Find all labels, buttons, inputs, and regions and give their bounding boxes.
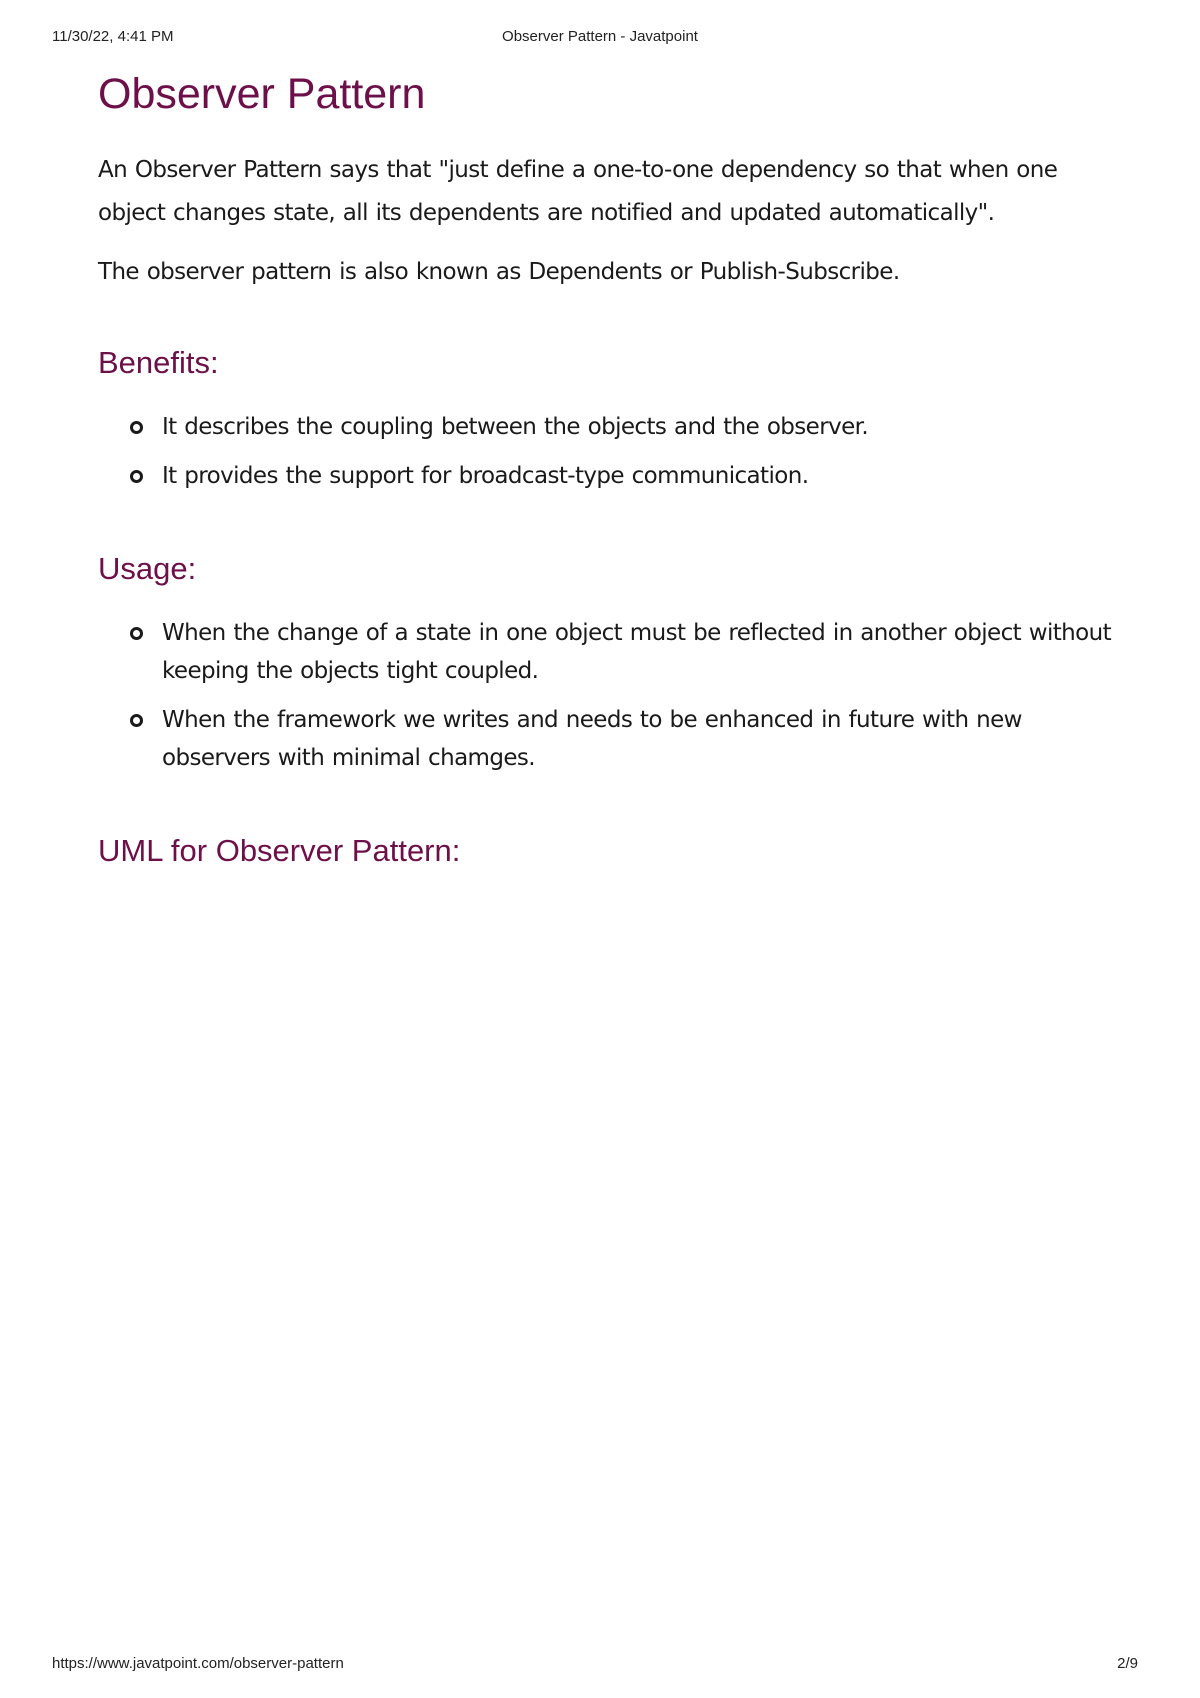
list-item (98, 614, 1128, 690)
list-item-text: When the framework we writes and needs to be enhanced in future with new observers with minimal chamges. (162, 707, 1022, 771)
page-number: 2/9 (1117, 1655, 1138, 1672)
uml-heading: UML for Observer Pattern: (98, 833, 461, 868)
article (98, 64, 1128, 871)
print-date: 11/30/22, 4:41 PM (52, 28, 174, 45)
list-item (98, 701, 1128, 777)
print-page-title: Observer Pattern - Javatpoint (502, 28, 698, 45)
page-title: Observer Pattern (98, 70, 426, 118)
benefits-heading: Benefits: (98, 345, 219, 380)
aka-paragraph: The observer pattern is also known as Dependents or Publish-Subscribe. (98, 259, 900, 285)
bullet-circle-icon (130, 421, 143, 434)
print-header (52, 28, 1148, 48)
usage-heading: Usage: (98, 551, 197, 586)
print-footer (52, 1655, 1148, 1675)
list-item (98, 457, 1128, 495)
bullet-circle-icon (130, 470, 143, 483)
list-item-text: It provides the support for broadcast-type communication. (162, 463, 809, 489)
benefits-list (98, 408, 1128, 495)
list-item (98, 408, 1128, 446)
usage-list (98, 614, 1128, 777)
intro-paragraph: An Observer Pattern says that "just define a one-to-one dependency so that when one object changes state, all its dependents are notified and updated automatically". (98, 157, 1058, 226)
bullet-circle-icon (130, 714, 143, 727)
page-url: https://www.javatpoint.com/observer-pattern (52, 1655, 344, 1672)
list-item-text: When the change of a state in one object must be reflected in another object without keeping the objects tight coupled. (162, 620, 1112, 684)
list-item-text: It describes the coupling between the objects and the observer. (162, 414, 869, 440)
bullet-circle-icon (130, 627, 143, 640)
